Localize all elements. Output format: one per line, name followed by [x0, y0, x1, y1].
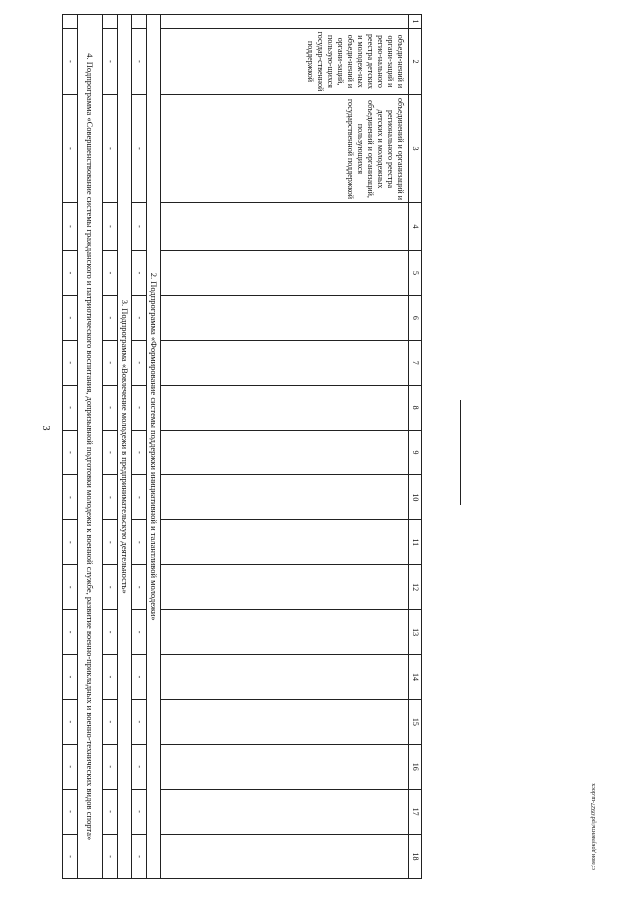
table-cell: - — [103, 29, 117, 95]
column-number: 13 — [408, 610, 421, 655]
table-cell — [161, 430, 408, 475]
table-cell: - — [132, 834, 146, 879]
column-number: 14 — [408, 655, 421, 700]
table-cell: - — [132, 655, 146, 700]
table-cell — [161, 15, 408, 29]
table-cell: - — [103, 340, 117, 385]
table-cell: - — [63, 834, 78, 879]
table-cell: - — [63, 610, 78, 655]
table-cell: - — [132, 565, 146, 610]
column-number: 12 — [408, 565, 421, 610]
column-number: 7 — [408, 340, 421, 385]
column-number: 8 — [408, 385, 421, 430]
column-number: 10 — [408, 475, 421, 520]
table-cell: - — [103, 430, 117, 475]
table-cell — [161, 520, 408, 565]
table-cell: - — [63, 789, 78, 834]
table-cell: - — [63, 744, 78, 789]
table-cell: - — [63, 565, 78, 610]
table-cell: - — [132, 520, 146, 565]
table-cell: - — [63, 385, 78, 430]
table-cell: - — [63, 95, 78, 203]
column-number: 11 — [408, 520, 421, 565]
table-cell: - — [132, 203, 146, 251]
table-row — [161, 15, 408, 879]
table-cell: - — [63, 203, 78, 251]
table-cell: - — [103, 655, 117, 700]
table-cell — [161, 385, 408, 430]
separator-line — [460, 400, 461, 505]
column-number: 1 — [408, 15, 421, 29]
table-cell: - — [132, 475, 146, 520]
table-cell: - — [63, 520, 78, 565]
table-cell — [161, 340, 408, 385]
table-cell: - — [132, 29, 146, 95]
table-cell — [132, 15, 146, 29]
table-cell: - — [132, 340, 146, 385]
table-cell — [161, 610, 408, 655]
column-number: 15 — [408, 699, 421, 744]
table-cell — [161, 699, 408, 744]
column-number: 16 — [408, 744, 421, 789]
table-cell: - — [103, 520, 117, 565]
table-cell — [161, 655, 408, 700]
column-number: 17 — [408, 789, 421, 834]
table-cell: - — [132, 744, 146, 789]
section-heading-4: 4. Подпрограмма «Совершенствование системы гражданского и патриотического воспитания, допризывной подготовки молодежи к военной службе, развитие военно-прикладных и военно-технических видов спорта» — [77, 15, 103, 879]
table-cell: - — [63, 340, 78, 385]
table-cell: - — [103, 610, 117, 655]
table-cell: - — [103, 834, 117, 879]
table-cell: - — [132, 430, 146, 475]
table-cell-name-short: объеди-нений и органи-заций и регио-нального реестра детских и молодеж-ных объеди-нений и органи-заций, пользую-щихся государ-ственной поддержкой — [161, 29, 408, 95]
column-number: 9 — [408, 430, 421, 475]
table-cell: - — [63, 295, 78, 340]
table-cell-name-full: объединений и организаций и регионального реестра детских и молодежных объединений и организаций, пользующихся государственной поддержкой — [161, 95, 408, 203]
table-cell: - — [103, 95, 117, 203]
column-number: 2 — [408, 29, 421, 95]
column-number: 6 — [408, 295, 421, 340]
table-cell: - — [103, 385, 117, 430]
table-cell — [161, 565, 408, 610]
table-cell — [161, 295, 408, 340]
table-cell: - — [132, 699, 146, 744]
table-cell: - — [132, 251, 146, 296]
table-row — [132, 15, 146, 879]
table-cell — [161, 203, 408, 251]
table-cell: - — [63, 430, 78, 475]
table-cell — [161, 475, 408, 520]
section-heading-row — [146, 15, 160, 879]
section-heading-row — [117, 15, 131, 879]
table-cell — [161, 834, 408, 879]
table-cell: - — [103, 203, 117, 251]
table-cell: - — [132, 385, 146, 430]
footer-file-path-text: c:\мои документы\pd\0927-ш.docx — [591, 783, 597, 870]
column-number-row — [408, 15, 421, 879]
table-cell — [161, 789, 408, 834]
table-cell: - — [63, 655, 78, 700]
table-cell — [161, 251, 408, 296]
table-cell: - — [103, 789, 117, 834]
column-number: 4 — [408, 203, 421, 251]
section-heading-2: 2. Подпрограмма «Формирование системы поддержки инициативной и талантливой молодежи» — [146, 15, 160, 879]
table-cell: - — [132, 295, 146, 340]
footer-file-path — [591, 720, 605, 870]
table-cell: - — [103, 295, 117, 340]
table-cell: - — [63, 699, 78, 744]
column-number: 5 — [408, 251, 421, 296]
table-cell: - — [103, 251, 117, 296]
table-cell: - — [103, 744, 117, 789]
table-cell: - — [63, 251, 78, 296]
column-number: 18 — [408, 834, 421, 879]
table-cell: - — [132, 610, 146, 655]
table-rotated-container — [62, 14, 422, 864]
section-heading-row — [77, 15, 103, 879]
table-cell: - — [132, 95, 146, 203]
table-row — [63, 15, 78, 879]
table-row — [103, 15, 117, 879]
table-cell — [161, 744, 408, 789]
section-heading-3: 3. Подпрограмма «Вовлечение молодежи в предпринимательскую деятельность» — [117, 15, 131, 879]
data-table — [62, 14, 422, 879]
table-cell: - — [132, 789, 146, 834]
table-cell — [63, 15, 78, 29]
table-cell — [103, 15, 117, 29]
page-number: 3 — [40, 425, 51, 431]
table-cell: - — [63, 475, 78, 520]
table-cell: - — [103, 475, 117, 520]
table-cell: - — [103, 699, 117, 744]
table-cell: - — [103, 565, 117, 610]
table-cell: - — [63, 29, 78, 95]
column-number: 3 — [408, 95, 421, 203]
